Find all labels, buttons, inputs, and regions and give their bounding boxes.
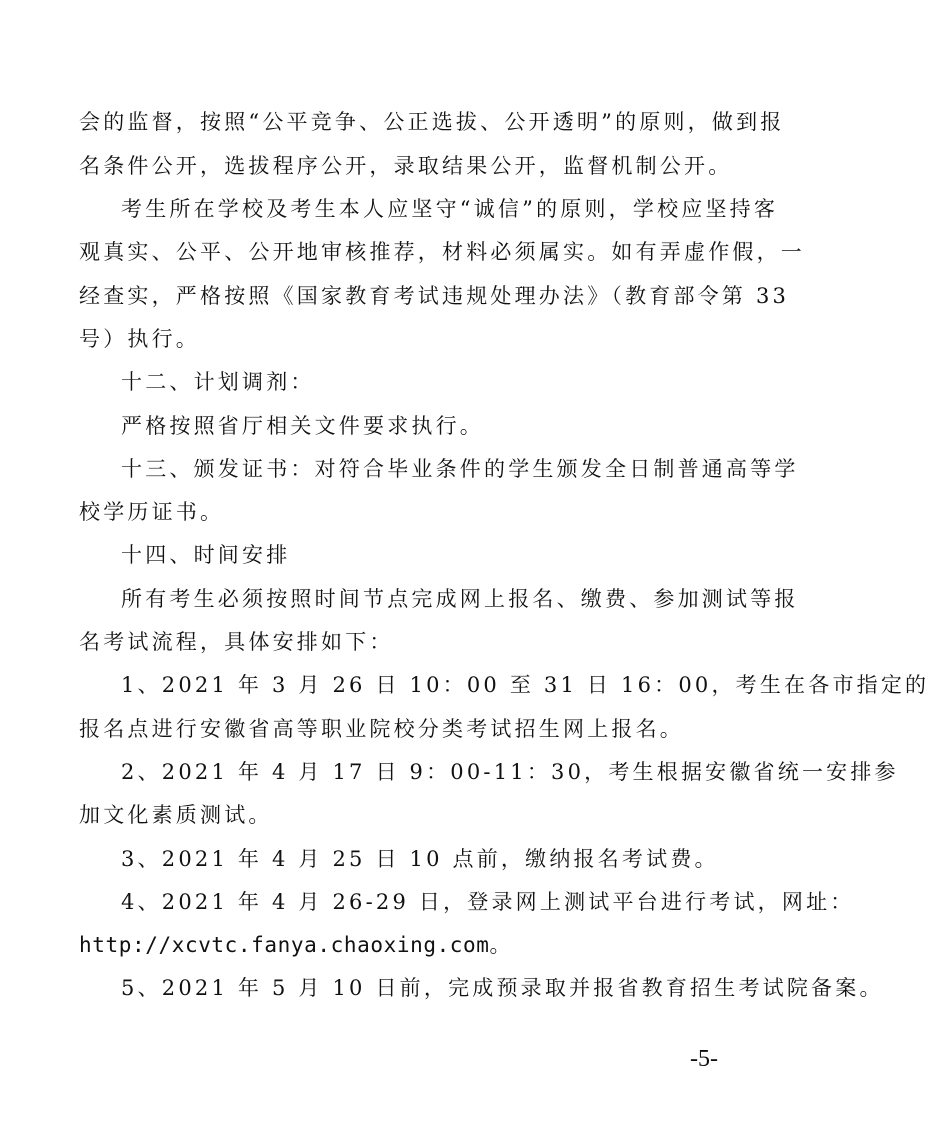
body-text-line: 加文化素质测试。 bbox=[79, 803, 273, 827]
body-text-line: 严格按照省厅相关文件要求执行。 bbox=[121, 414, 484, 438]
section-heading: 十二、计划调剂： bbox=[121, 370, 315, 394]
body-text-line: 报名点进行安徽省高等职业院校分类考试招生网上报名。 bbox=[79, 717, 684, 741]
body-text-line: 所有考生必须按照时间节点完成网上报名、缴费、参加测试等报 bbox=[121, 587, 799, 611]
schedule-item: 1、2021 年 3 月 26 日 10：00 至 31 日 16：00，考生在各市指定的 bbox=[121, 673, 929, 697]
website-url: http://xcvtc.fanya.chaoxing.com。 bbox=[79, 933, 512, 957]
body-text-line: 号）执行。 bbox=[79, 327, 200, 351]
body-text-line: 名考试流程，具体安排如下： bbox=[79, 630, 394, 654]
page-number: -5- bbox=[690, 1046, 718, 1072]
body-text-line: 会的监督，按照“公平竞争、公正选拔、公开透明”的原则，做到报 bbox=[79, 110, 785, 134]
body-text-line: 名条件公开，选拔程序公开，录取结果公开，监督机制公开。 bbox=[79, 154, 733, 178]
schedule-item: 5、2021 年 5 月 10 日前，完成预录取并报省教育招生考试院备案。 bbox=[121, 976, 884, 1000]
body-text-line: 校学历证书。 bbox=[79, 500, 225, 524]
section-heading: 十四、时间安排 bbox=[121, 543, 291, 567]
body-text-line: 考生所在学校及考生本人应坚守“诚信”的原则，学校应坚持客 bbox=[121, 197, 779, 221]
body-text-line: 观真实、公平、公开地审核推荐，材料必须属实。如有弄虚作假，一 bbox=[79, 240, 805, 264]
schedule-item: 3、2021 年 4 月 25 日 10 点前，缴纳报名考试费。 bbox=[121, 847, 719, 871]
body-text-line: 经查实，严格按照《国家教育考试违规处理办法》（教育部令第 33 bbox=[79, 284, 790, 308]
section-heading: 十三、颁发证书：对符合毕业条件的学生颁发全日制普通高等学 bbox=[121, 457, 799, 481]
schedule-item: 4、2021 年 4 月 26-29 日，登录网上测试平台进行考试，网址： bbox=[121, 890, 855, 914]
schedule-item: 2、2021 年 4 月 17 日 9：00-11：30，考生根据安徽省统一安排参 bbox=[121, 760, 899, 784]
